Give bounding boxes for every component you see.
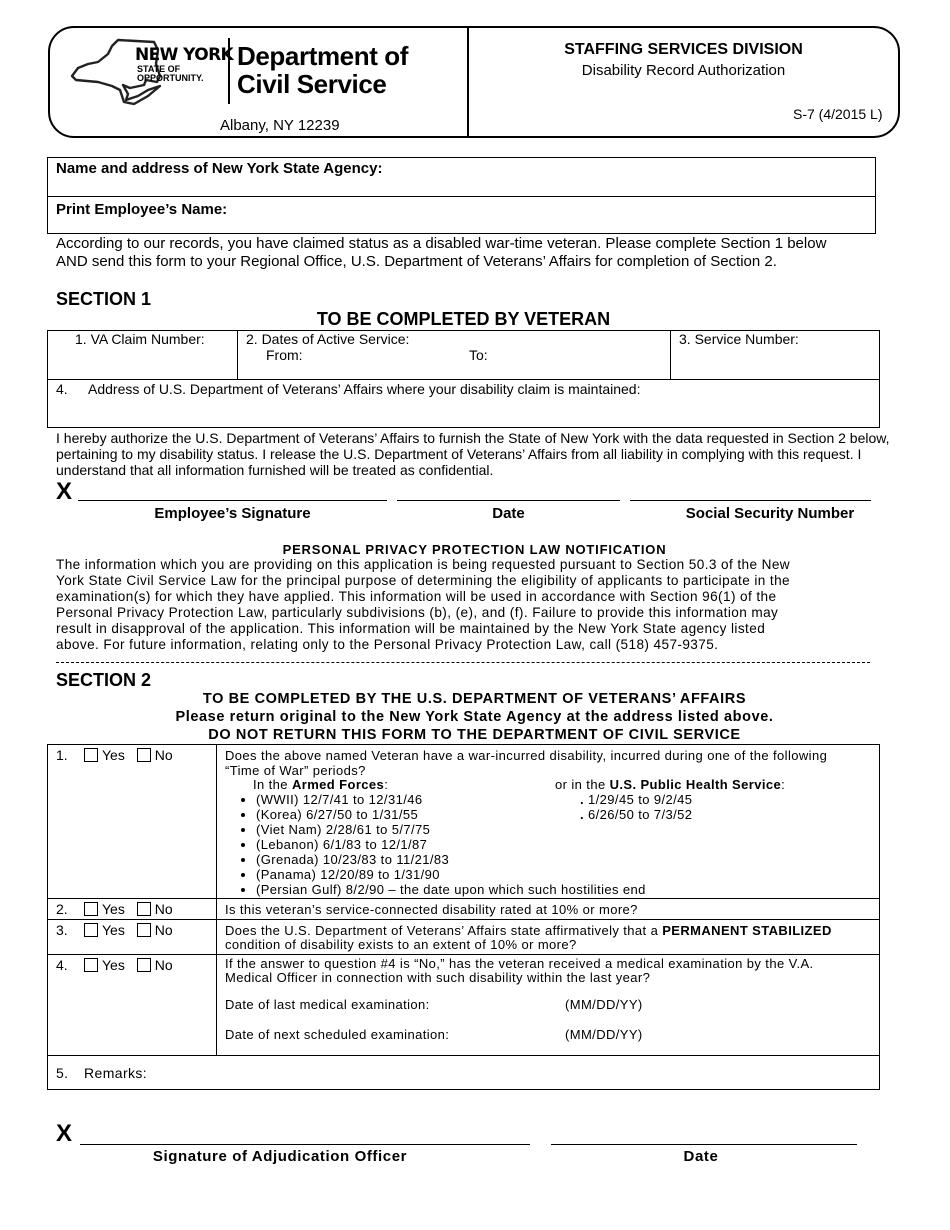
q1-line2: “Time of War” periods? <box>225 763 366 778</box>
q3-no-label: No <box>154 922 173 938</box>
q2-answer <box>84 901 173 917</box>
q2-number: 2. <box>56 901 68 917</box>
q4-no-label: No <box>154 957 173 973</box>
phs-period: . 1/29/45 to 9/2/45 <box>580 792 693 807</box>
q3-line2: condition of disability exists to an extent of 10% or more? <box>225 937 577 952</box>
dept-title-line1: Department of <box>237 41 409 71</box>
armed-period: • (Korea) 6/27/50 to 1/31/55 <box>256 807 646 822</box>
q4-no-checkbox[interactable] <box>137 958 151 972</box>
armed-forces-heading <box>253 777 388 792</box>
privacy-line5: result in disapproval of the application. This information will be maintained by the New York State agency listed <box>56 621 766 636</box>
q3-answer <box>84 922 173 938</box>
va-claim-label: 1. VA Claim Number: <box>75 331 205 347</box>
privacy-line4: Personal Privacy Protection Law, particularly subdivisions (b), (e), and (f). Failure to provide this information may <box>56 605 779 620</box>
privacy-line3: examination(s) for which they have applied. This information will be used in accordance with Section 96(1) of the <box>56 589 777 604</box>
officer-signature-label: Signature of Adjudication Officer <box>152 1148 408 1165</box>
phs-period: . 6/26/50 to 7/3/52 <box>580 807 693 822</box>
q3-line1 <box>225 923 832 938</box>
q4-bottom-line <box>47 1055 880 1056</box>
phs-heading <box>555 777 785 792</box>
employee-date-label: Date <box>492 505 525 522</box>
q3-no-checkbox[interactable] <box>137 923 151 937</box>
intro-line2: AND send this form to your Regional Office, U.S. Department of Veterans’ Affairs for completion of Section 2. <box>56 253 777 270</box>
section2-sub3: DO NOT RETURN THIS FORM TO THE DEPARTMENT OF CIVIL SERVICE <box>208 727 741 743</box>
q4-yes-label: Yes <box>102 957 125 973</box>
armed-forces-periods <box>200 792 646 897</box>
form-code: S-7 (4/2015 L) <box>793 106 883 122</box>
auth-line1: I hereby authorize the U.S. Department of Veterans’ Affairs to furnish the State of New York with the data requested in Section 2 below, <box>56 430 890 446</box>
ssn-label: Social Security Number <box>685 505 855 522</box>
armed-forces-prefix: In the <box>253 777 288 792</box>
employee-signature-label: Employee’s Signature <box>154 505 311 522</box>
q1-no-label: No <box>154 747 173 763</box>
q5-number: 5. <box>56 1065 69 1081</box>
armed-period: • (Viet Nam) 2/28/61 to 5/7/75 <box>256 822 646 837</box>
agency-label: Name and address of New York State Agency: <box>56 160 383 177</box>
employee-name-label: Print Employee’s Name: <box>56 201 228 218</box>
section2-heading: SECTION 2 <box>56 670 152 690</box>
armed-period: • (Lebanon) 6/1/83 to 12/1/87 <box>256 837 646 852</box>
armed-period: • (WWII) 12/7/41 to 12/31/46 <box>256 792 646 807</box>
address-number: 4. <box>56 381 68 397</box>
section-separator <box>56 662 870 663</box>
employee-date-line[interactable] <box>397 500 620 501</box>
q2-no-checkbox[interactable] <box>137 902 151 916</box>
q1-no-checkbox[interactable] <box>137 748 151 762</box>
employee-x-mark: X <box>56 478 73 505</box>
q3-number: 3. <box>56 922 68 938</box>
officer-signature-line[interactable] <box>80 1144 530 1145</box>
section2-col-divider <box>216 744 217 1055</box>
section1-row-divider <box>47 379 880 380</box>
phs-period-text: 1/29/45 to 9/2/45 <box>588 792 693 807</box>
employee-signature-line[interactable] <box>78 500 387 501</box>
armed-forces-bold: Armed Forces <box>291 777 385 792</box>
armed-period: • (Persian Gulf) 8/2/90 – the date upon which such hostilities end <box>256 882 646 897</box>
section1-col-divider-1 <box>237 330 238 379</box>
auth-line2: pertaining to my disability status. I release the U.S. Department of Veterans’ Affairs from all liability in complying with this request. I <box>56 446 862 462</box>
q1-number: 1. <box>56 747 68 763</box>
q3-bottom-line <box>47 954 880 955</box>
dates-active-service-label: 2. Dates of Active Service: <box>246 331 410 347</box>
q4-answer <box>84 957 173 973</box>
officer-x-mark: X <box>56 1120 73 1147</box>
section1-heading: SECTION 1 <box>56 289 152 309</box>
form-title: Disability Record Authorization <box>581 62 786 79</box>
privacy-heading: PERSONAL PRIVACY PROTECTION LAW NOTIFICATION <box>282 542 667 557</box>
remarks-label: Remarks: <box>84 1065 148 1081</box>
intro-line1: According to our records, you have claimed status as a disabled war-time veteran. Please complete Section 1 below <box>56 235 827 252</box>
q4-yes-checkbox[interactable] <box>84 958 98 972</box>
next-exam-label: Date of next scheduled examination: <box>225 1027 450 1042</box>
armed-period: • (Panama) 12/20/89 to 1/31/90 <box>256 867 646 882</box>
albany-address: Albany, NY 12239 <box>220 117 340 134</box>
phs-colon: : <box>781 777 786 792</box>
privacy-line1: The information which you are providing on this application is being requested pursuant to Section 50.3 of the New <box>56 557 791 572</box>
agency-divider <box>47 196 876 197</box>
q3-yes-checkbox[interactable] <box>84 923 98 937</box>
officer-date-label: Date <box>683 1148 719 1165</box>
q3-line1-text: Does the U.S. Department of Veterans’ Affairs state affirmatively that a <box>225 923 659 938</box>
last-exam-format: (MM/DD/YY) <box>565 997 643 1012</box>
q2-bottom-line <box>47 919 880 920</box>
next-exam-format: (MM/DD/YY) <box>565 1027 643 1042</box>
armed-forces-colon: : <box>384 777 389 792</box>
division-title: STAFFING SERVICES DIVISION <box>564 41 803 58</box>
section2-sub1: TO BE COMPLETED BY THE U.S. DEPARTMENT OF VETERANS’ AFFAIRS <box>202 691 747 707</box>
phs-bold: U.S. Public Health Service <box>609 777 782 792</box>
logo-new-york: NEW YORK <box>135 45 234 65</box>
logo-divider <box>228 38 230 104</box>
section2-sub2: Please return original to the New York State Agency at the address listed above. <box>175 709 774 725</box>
privacy-line6: above. For future information, relating only to the Personal Privacy Protection Law, call (518) 457-9375. <box>56 637 719 652</box>
q2-text: Is this veteran’s service-connected disability rated at 10% or more? <box>225 902 638 917</box>
phs-period-text: 6/26/50 to 7/3/52 <box>588 807 693 822</box>
q1-line1: Does the above named Veteran have a war-incurred disability, incurred during one of the following <box>225 748 828 763</box>
auth-line3: understand that all information furnished will be treated as confidential. <box>56 462 494 478</box>
logo-opportunity: OPPORTUNITY. <box>137 73 204 83</box>
q1-yes-checkbox[interactable] <box>84 748 98 762</box>
q1-answer <box>84 747 173 763</box>
q2-no-label: No <box>154 901 173 917</box>
q1-bottom-line <box>47 898 880 899</box>
ssn-line[interactable] <box>630 500 871 501</box>
phs-prefix: or in the <box>555 777 606 792</box>
logo-state-of: STATE OF <box>137 64 181 74</box>
officer-date-line[interactable] <box>551 1144 857 1145</box>
q3-yes-label: Yes <box>102 922 125 938</box>
to-label: To: <box>469 347 488 363</box>
service-number-label: 3. Service Number: <box>679 331 799 347</box>
q3-line1-bold: PERMANENT STABILIZED <box>662 923 832 938</box>
section1-col-divider-2 <box>670 330 671 379</box>
va-address-label: Address of U.S. Department of Veterans’ Affairs where your disability claim is maintained: <box>88 381 641 397</box>
q2-yes-checkbox[interactable] <box>84 902 98 916</box>
last-exam-label: Date of last medical examination: <box>225 997 430 1012</box>
section1-subheading: TO BE COMPLETED BY VETERAN <box>316 309 611 329</box>
q4-line2: Medical Officer in connection with such disability within the last year? <box>225 970 651 985</box>
q1-yes-label: Yes <box>102 747 125 763</box>
q4-line1: If the answer to question #4 is “No,” has the veteran received a medical examination by the V.A. <box>225 956 814 971</box>
q2-yes-label: Yes <box>102 901 125 917</box>
dept-title-line2: Civil Service <box>237 69 387 99</box>
privacy-line2: York State Civil Service Law for the principal purpose of determining the eligibility of applicants to participate in the <box>56 573 790 588</box>
armed-period: • (Grenada) 10/23/83 to 11/21/83 <box>256 852 646 867</box>
q4-number: 4. <box>56 957 68 973</box>
from-label: From: <box>266 347 303 363</box>
